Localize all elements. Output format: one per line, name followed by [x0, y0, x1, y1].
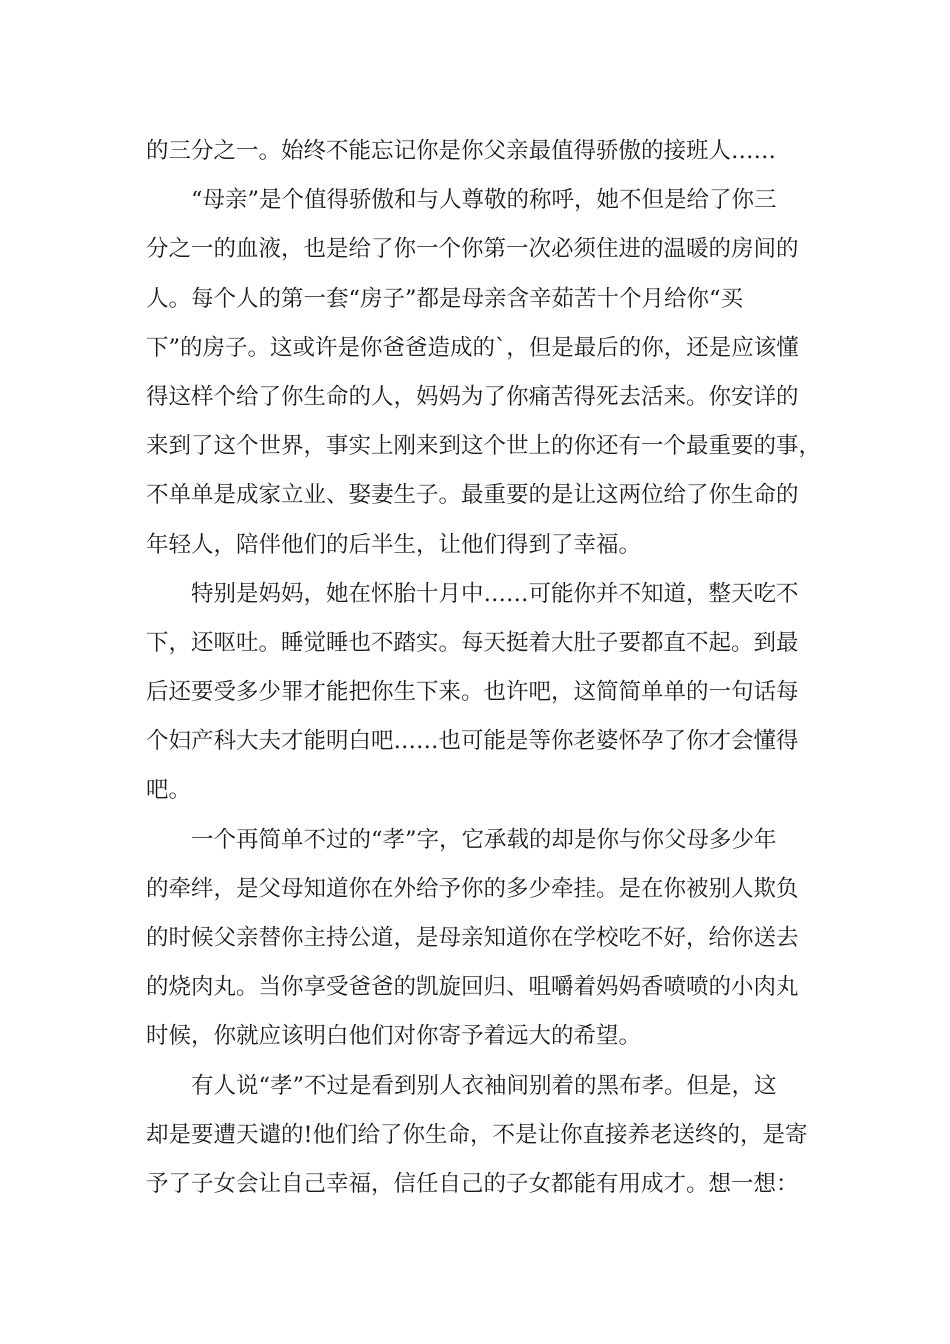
text-line: 个妇产科大夫才能明白吧……也可能是等你老婆怀孕了你才会懂得: [146, 728, 799, 755]
text-line: 得这样个给了你生命的人，妈妈为了你痛苦得死去活来。你安详的: [146, 383, 799, 410]
text-line: 下，还呕吐。睡觉睡也不踏实。每天挺着大肚子要都直不起。到最: [146, 629, 799, 656]
text-line: 年轻人，陪伴他们的后半生，让他们得到了幸福。: [146, 531, 642, 558]
text-line: 后还要受多少罪才能把你生下来。也许吧，这简简单单的一句话每: [146, 679, 799, 706]
body-text: [146, 127, 822, 1209]
text-line: 不单单是成家立业、娶妻生子。最重要的是让这两位给了你生命的: [146, 482, 799, 509]
text-line: 的牵绊，是父母知道你在外给予你的多少牵挂。是在你被别人欺负: [146, 875, 799, 902]
text-line: 特别是妈妈，她在怀胎十月中……可能你并不知道，整天吃不: [191, 580, 799, 607]
text-line: 却是要遭天谴的!他们给了你生命，不是让你直接养老送终的，是寄: [146, 1121, 808, 1148]
text-line: “母亲”是个值得骄傲和与人尊敬的称呼，她不但是给了你三: [191, 187, 777, 214]
text-line: 下”的房子。这或许是你爸爸造成的`，但是最后的你，还是应该懂: [146, 334, 799, 361]
text-line: 有人说“孝”不过是看到别人衣袖间别着的黑布孝。但是，这: [191, 1072, 777, 1099]
text-line: 时候，你就应该明白他们对你寄予着远大的希望。: [146, 1023, 642, 1050]
text-line: 的三分之一。始终不能忘记你是你父亲最值得骄傲的接班人……: [146, 138, 777, 164]
text-line: 的时候父亲替你主持公道，是母亲知道你在学校吃不好，给你送去: [146, 925, 799, 951]
text-line: 来到了这个世界，事实上刚来到这个世上的你还有一个最重要的事，: [146, 433, 822, 460]
text-line: 一个再简单不过的“孝”字，它承载的却是你与你父母多少年: [191, 826, 777, 853]
text-line: 的烧肉丸。当你享受爸爸的凯旋回归、咀嚼着妈妈香喷喷的小肉丸: [146, 974, 799, 1001]
text-line: 吧。: [146, 777, 192, 804]
text-line: 分之一的血液，也是给了你一个你第一次必须住进的温暖的房间的: [146, 236, 799, 263]
text-line: 予了子女会让自己幸福，信任自己的子女都能有用成才。想一想：: [146, 1170, 799, 1197]
text-line: 人。每个人的第一套“房子”都是母亲含辛茹苦十个月给你“买: [146, 285, 744, 312]
